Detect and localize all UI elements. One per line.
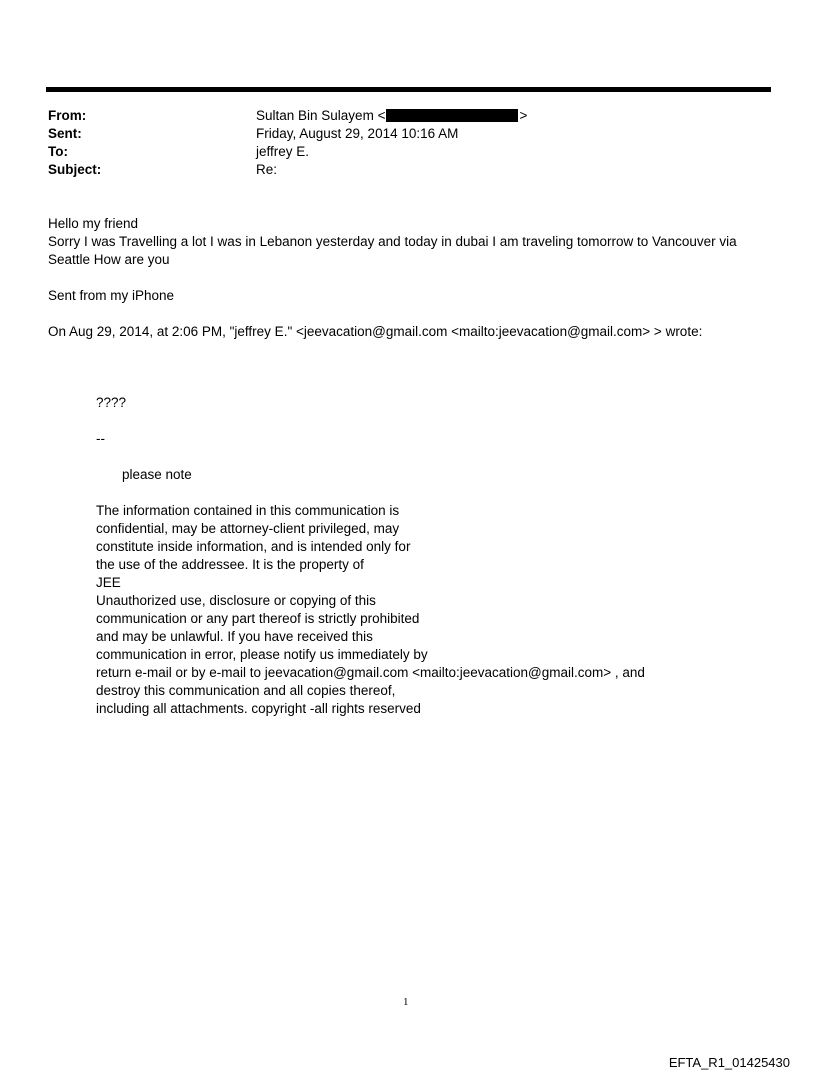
body-line-2: Seattle How are you xyxy=(48,252,170,267)
disclaimer-line: the use of the addressee. It is the property of xyxy=(96,557,364,572)
redaction-block xyxy=(386,109,518,122)
quoted-question: ???? xyxy=(96,395,127,410)
quote-intro: On Aug 29, 2014, at 2:06 PM, "jeffrey E." <jeevacation@gmail.com <mailto:jeevacation@gmail.com> > wrote: xyxy=(48,324,703,339)
disclaimer-line: JEE xyxy=(96,575,121,590)
disclaimer-line: constitute inside information, and is intended only for xyxy=(96,539,411,554)
from-row xyxy=(48,107,86,125)
disclaimer-line: including all attachments. copyright -all rights reserved xyxy=(96,701,421,716)
sent-value: Friday, August 29, 2014 10:16 AM xyxy=(256,126,459,141)
disclaimer-line: destroy this communication and all copies thereof, xyxy=(96,683,396,698)
disclaimer-line: The information contained in this communication is xyxy=(96,503,400,518)
disclaimer-line: and may be unlawful. If you have received this xyxy=(96,629,373,644)
page-number: 1 xyxy=(403,996,409,1008)
disclaimer-line: confidential, may be attorney-client privileged, may xyxy=(96,521,400,536)
disclaimer-line: communication in error, please notify us immediately by xyxy=(96,647,428,662)
from-open-bracket: < xyxy=(377,108,386,123)
body-line-1: Sorry I was Travelling a lot I was in Lebanon yesterday and today in dubai I am traveling tomorrow to Vancouver via xyxy=(48,234,737,249)
quoted-separator: -- xyxy=(96,431,105,446)
disclaimer-line: return e-mail or by e-mail to jeevacation@gmail.com <mailto:jeevacation@gmail.com> , and xyxy=(96,665,645,680)
document-id: EFTA_R1_01425430 xyxy=(668,1055,790,1070)
quoted-note: please note xyxy=(122,467,192,482)
greeting: Hello my friend xyxy=(48,216,139,231)
to-value: jeffrey E. xyxy=(256,144,310,159)
header-rule xyxy=(46,87,771,92)
from-label: From: xyxy=(48,108,87,123)
subject-value: Re: xyxy=(256,162,278,177)
from-name: Sultan Bin Sulayem xyxy=(256,108,374,123)
from-value xyxy=(256,107,527,125)
signature: Sent from my iPhone xyxy=(48,288,175,303)
subject-label: Subject: xyxy=(48,162,102,177)
from-close-bracket: > xyxy=(519,108,528,123)
disclaimer-line: Unauthorized use, disclosure or copying of this xyxy=(96,593,376,608)
disclaimer-line: communication or any part thereof is strictly prohibited xyxy=(96,611,420,626)
to-label: To: xyxy=(48,144,68,159)
sent-label: Sent: xyxy=(48,126,82,141)
